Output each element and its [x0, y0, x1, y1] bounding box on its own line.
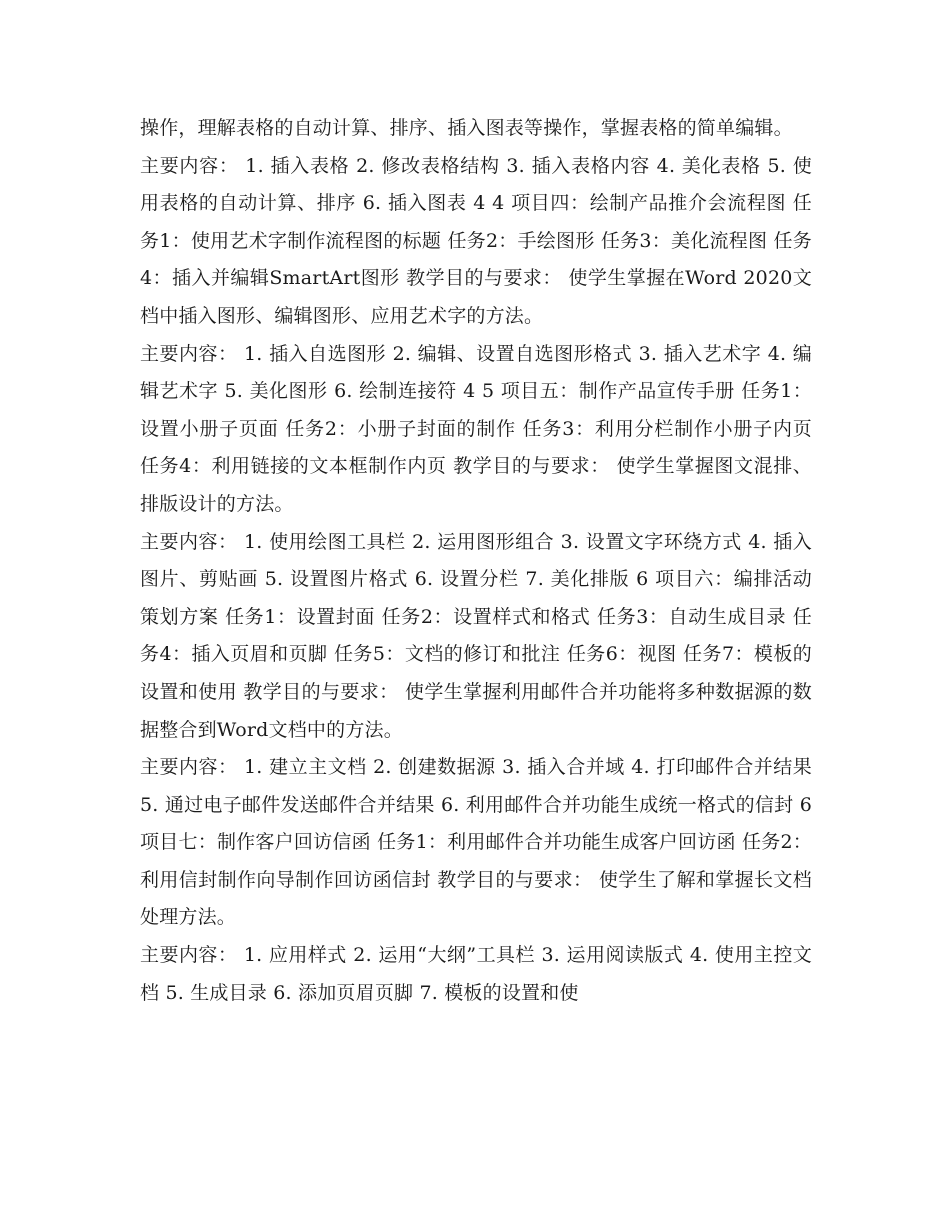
paragraph-project-six: 主要内容： 1. 使用绘图工具栏 2. 运用图形组合 3. 设置文字环绕方式 4. 插入图片、剪贴画 5. 设置图片格式 6. 设置分栏 7. 美化排版 6 项目六：编排活动策划方案 任务1：设置封面 任务2：设置样式和格式 任务3：自动生成目录 任务4：插入页眉和页脚 任务5：文档的修订和批注 任务6：视图 任务7：模板的设置和使用 教学目的与要求： 使学生掌握利用邮件合并功能将多种数据源的数据整合到Word文档中的方法。: [140, 530, 812, 741]
paragraph-table-editing: 操作，理解表格的自动计算、排序、插入图表等操作，掌握表格的简单编辑。: [140, 117, 793, 139]
paragraph-project-seven: 主要内容： 1. 建立主文档 2. 创建数据源 3. 插入合并域 4. 打印邮件合并结果 5. 通过电子邮件发送邮件合并结果 6. 利用邮件合并功能生成统一格式的信封 6 项目七：制作客户回访信函 任务1：利用邮件合并功能生成客户回访函 任务2：利用信封制作向导制作回访函信封 教学目的与要求： 使学生了解和掌握长文档处理方法。: [140, 756, 812, 929]
paragraph-long-document: 主要内容： 1. 应用样式 2. 运用“大纲”工具栏 3. 运用阅读版式 4. 使用主控文档 5. 生成目录 6. 添加页眉页脚 7. 模板的设置和使: [140, 944, 812, 1004]
document-body: [140, 110, 812, 1012]
paragraph-project-five: 主要内容： 1. 插入自选图形 2. 编辑、设置自选图形格式 3. 插入艺术字 4. 编辑艺术字 5. 美化图形 6. 绘制连接符 4 5 项目五：制作产品宣传手册 任务1：设置小册子页面 任务2：小册子封面的制作 任务3：利用分栏制作小册子内页 任务4：利用链接的文本框制作内页 教学目的与要求： 使学生掌握图文混排、排版设计的方法。: [140, 342, 812, 515]
paragraph-project-four: 主要内容： 1. 插入表格 2. 修改表格结构 3. 插入表格内容 4. 美化表格 5. 使用表格的自动计算、排序 6. 插入图表 4 4 项目四：绘制产品推介会流程图 任务1：使用艺术字制作流程图的标题 任务2：手绘图形 任务3：美化流程图 任务4：插入并编辑SmartArt图形 教学目的与要求： 使学生掌握在Word 2020文档中插入图形、编辑图形、应用艺术字的方法。: [140, 154, 812, 327]
